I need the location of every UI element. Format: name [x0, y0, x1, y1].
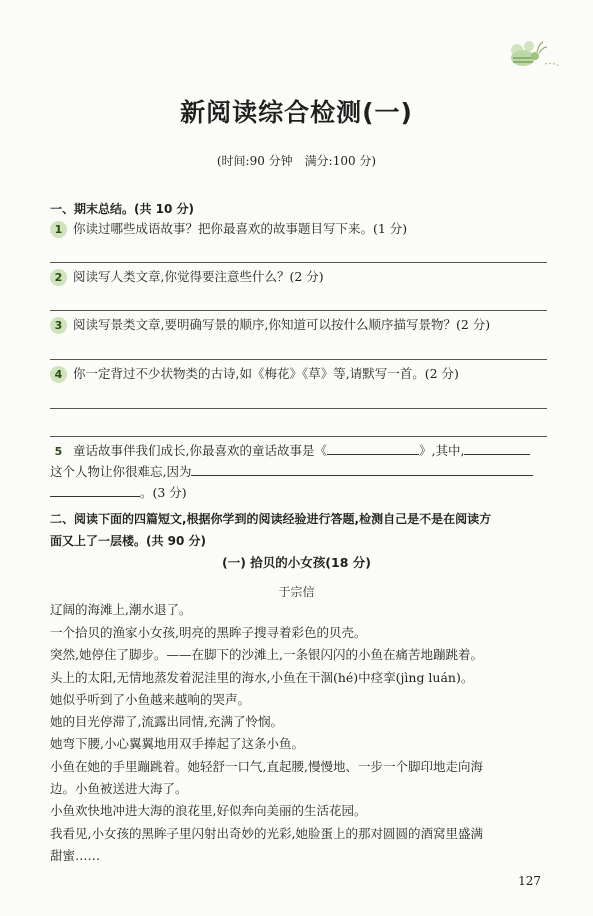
question-1 — [50, 218, 550, 240]
question-number: 2 — [50, 269, 67, 286]
question-text: 。(3 分) — [140, 485, 187, 500]
section-2-line: 面又上了一层楼。(共 90 分) — [50, 534, 207, 548]
passage-paragraph: 我看见,小女孩的黑眸子里闪射出奇妙的光彩,她脸蛋上的那对圆圆的酒窝里盛满 — [50, 826, 483, 841]
passage-paragraph: 辽阔的海滩上,潮水退了。 — [50, 602, 192, 617]
answer-line[interactable] — [50, 262, 547, 263]
question-text: 你读过哪些成语故事？把你最喜欢的故事题目写下来。(1 分) — [73, 221, 408, 236]
blank-character[interactable] — [464, 440, 530, 455]
question-text: 》,其中, — [418, 443, 465, 458]
passage-paragraph: 一个拾贝的渔家小女孩,明亮的黑眸子搜寻着彩色的贝壳。 — [50, 625, 367, 640]
question-text: 阅读写景类文章,要明确写景的顺序,你知道可以按什么顺序描写景物？(2 分) — [73, 317, 491, 332]
answer-line[interactable] — [50, 310, 547, 311]
question-2 — [50, 266, 550, 288]
question-5 — [50, 440, 550, 462]
passage-paragraph: 边。小鱼被送进大海了。 — [50, 781, 188, 796]
blank-story[interactable] — [327, 440, 419, 455]
question-number: 5 — [54, 445, 63, 458]
page-title: 新阅读综合检测(一) — [180, 98, 413, 127]
question-4 — [50, 363, 550, 385]
answer-line[interactable] — [50, 408, 547, 409]
question-5-line-2 — [50, 461, 550, 483]
question-text: 阅读写人类文章,你觉得要注意些什么？(2 分) — [73, 269, 324, 284]
passage-title: (一) 拾贝的小女孩(18 分) — [222, 555, 371, 570]
answer-line[interactable] — [50, 436, 547, 437]
bee-icon — [503, 28, 563, 76]
passage-paragraph: 她弯下腰,小心翼翼地用双手捧起了这条小鱼。 — [50, 736, 304, 751]
question-number: 1 — [50, 221, 67, 238]
question-3 — [50, 314, 550, 336]
passage-paragraph: 头上的太阳,无情地蒸发着泥洼里的海水,小鱼在干涸(hé)中痉挛(jìng luán)。 — [50, 670, 474, 685]
passage-paragraph: 甜蜜…… — [50, 848, 101, 863]
passage-author: 于宗信 — [278, 585, 315, 599]
blank-reason[interactable] — [191, 461, 533, 476]
question-text: 童话故事伴我们成长,你最喜欢的童话故事是《 — [73, 443, 327, 458]
question-number: 4 — [50, 366, 67, 383]
section-2-heading — [50, 508, 550, 552]
exam-meta: (时间:90 分钟 满分:100 分) — [216, 154, 377, 168]
passage-paragraph: 她的目光停滞了,流露出同情,充满了怜悯。 — [50, 714, 283, 729]
answer-line[interactable] — [50, 359, 547, 360]
blank-reason-cont[interactable] — [50, 482, 140, 497]
question-text: 你一定背过不少状物类的古诗,如《梅花》《草》等,请默写一首。(2 分) — [73, 366, 459, 381]
passage-paragraph: 小鱼在她的手里蹦跳着。她轻舒一口气,直起腰,慢慢地、一步一个脚印地走向海 — [50, 759, 483, 774]
section-1-heading: 一、期末总结。(共 10 分) — [50, 202, 195, 216]
section-2-line: 二、阅读下面的四篇短文,根据你学到的阅读经验进行答题,检测自己是不是在阅读方 — [50, 512, 492, 526]
passage-paragraph: 她似乎听到了小鱼越来越响的哭声。 — [50, 692, 251, 707]
question-text: 这个人物让你很难忘,因为 — [50, 464, 192, 479]
question-number: 3 — [50, 317, 67, 334]
question-5-line-3 — [50, 482, 550, 504]
passage-paragraph: 小鱼欢快地冲进大海的浪花里,好似奔向美丽的生活花园。 — [50, 803, 367, 818]
page-number: 127 — [518, 874, 541, 888]
passage-paragraph: 突然,她停住了脚步。——在脚下的沙滩上,一条银闪闪的小鱼在痛苦地蹦跳着。 — [50, 647, 483, 662]
